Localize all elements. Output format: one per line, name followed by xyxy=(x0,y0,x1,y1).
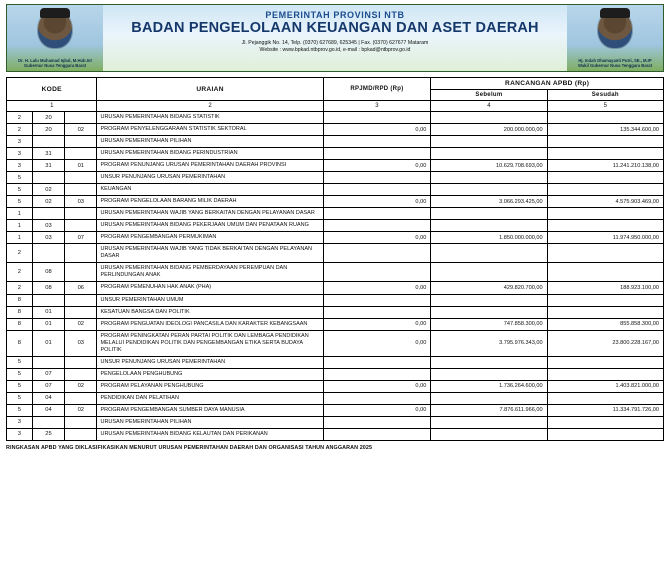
cell-uraian: URUSAN PEMERINTAHAN WAJIB YANG BERKAITAN DENGAN PELAYANAN DASAR xyxy=(97,208,323,220)
cell-sebelum: 429.820.700,00 xyxy=(431,282,547,294)
header-sebelum: Sebelum xyxy=(431,90,547,101)
cell-rpjmd: 0,00 xyxy=(323,160,431,172)
cell-kode-2: 04 xyxy=(32,404,64,416)
cell-uraian: URUSAN PEMERINTAHAN BIDANG PERINDUSTRIAN xyxy=(97,148,323,160)
vice-governor-photo-right xyxy=(567,5,663,71)
cell-kode-2 xyxy=(32,416,64,428)
table-header-row xyxy=(7,78,664,90)
cell-kode-2: 02 xyxy=(32,196,64,208)
table-row xyxy=(7,282,664,294)
cell-rpjmd: 0,00 xyxy=(323,124,431,136)
cell-rpjmd xyxy=(323,428,431,440)
cell-kode-2: 01 xyxy=(32,306,64,318)
vice-governor-title-right: Wakil Gubernur Nusa Tenggara Barat xyxy=(578,62,652,68)
cell-kode-1: 8 xyxy=(7,318,33,330)
table-row xyxy=(7,184,664,196)
cell-rpjmd: 0,00 xyxy=(323,380,431,392)
cell-kode-1: 2 xyxy=(7,244,33,263)
cell-uraian: URUSAN PEMERINTAHAN WAJIB YANG TIDAK BERKAITAN DENGAN PELAYANAN DASAR xyxy=(97,244,323,263)
cell-kode-3 xyxy=(65,392,97,404)
cell-uraian: PROGRAM PENGELOLAAN BARANG MILIK DAERAH xyxy=(97,196,323,208)
table-row xyxy=(7,208,664,220)
cell-kode-3 xyxy=(65,136,97,148)
cell-kode-1: 8 xyxy=(7,294,33,306)
cell-kode-3 xyxy=(65,220,97,232)
cell-sebelum xyxy=(431,148,547,160)
cell-uraian: URUSAN PEMERINTAHAN BIDANG PEKERJAAN UMUM DAN PENATAAN RUANG xyxy=(97,220,323,232)
cell-kode-3 xyxy=(65,416,97,428)
cell-sebelum xyxy=(431,208,547,220)
cell-kode-3 xyxy=(65,184,97,196)
header-rancangan-apbd: RANCANGAN APBD (Rp) xyxy=(431,78,664,90)
cell-uraian: URUSAN PEMERINTAHAN BIDANG KELAUTAN DAN PERIKANAN xyxy=(97,428,323,440)
cell-sesudah: 855.858.300,00 xyxy=(547,318,663,330)
cell-sebelum xyxy=(431,428,547,440)
cell-kode-2 xyxy=(32,172,64,184)
cell-uraian: URUSAN PEMERINTAHAN PILIHAN xyxy=(97,136,323,148)
cell-uraian: PROGRAM PEMENUHAN HAK ANAK (PHA) xyxy=(97,282,323,294)
cell-kode-2 xyxy=(32,208,64,220)
cell-sebelum xyxy=(431,294,547,306)
cell-rpjmd: 0,00 xyxy=(323,330,431,356)
governor-name-left: Dr. H. Lalu Muhamad Iqbal, M.Hub.Int xyxy=(18,57,92,63)
cell-kode-2: 08 xyxy=(32,263,64,282)
cell-sesudah xyxy=(547,208,663,220)
cell-sebelum: 1.736.264.600,00 xyxy=(431,380,547,392)
table-row xyxy=(7,306,664,318)
cell-kode-2: 03 xyxy=(32,220,64,232)
cell-kode-3 xyxy=(65,244,97,263)
header-address: Jl. Pejanggik No. 14, Telp. (0370) 627689, 625345 | Fax. (0370) 627677 Mataram xyxy=(241,39,429,46)
cell-sesudah xyxy=(547,136,663,148)
apbd-summary-table xyxy=(6,77,664,441)
cell-kode-2: 20 xyxy=(32,124,64,136)
cell-rpjmd: 0,00 xyxy=(323,404,431,416)
cell-kode-3: 06 xyxy=(65,282,97,294)
vice-governor-name-right: Hj. Indah Dhamayanti Putri, SE., M.IP xyxy=(578,57,652,63)
cell-kode-1: 5 xyxy=(7,172,33,184)
cell-uraian: PROGRAM PENINGKATAN PERAN PARTAI POLITIK DAN LEMBAGA PENDIDIKAN MELALUI PENDIDIKAN POLITIK DAN PENGEMBANGAN ETIKA SERTA BUDAYA POLITIK xyxy=(97,330,323,356)
cell-kode-2: 08 xyxy=(32,282,64,294)
cell-rpjmd xyxy=(323,148,431,160)
cell-kode-1: 5 xyxy=(7,392,33,404)
cell-sesudah: 188.923.100,00 xyxy=(547,282,663,294)
cell-kode-2: 25 xyxy=(32,428,64,440)
cell-sesudah xyxy=(547,416,663,428)
colnum-5: 5 xyxy=(547,101,663,112)
cell-kode-1: 5 xyxy=(7,356,33,368)
cell-sesudah xyxy=(547,112,663,124)
cell-rpjmd xyxy=(323,172,431,184)
cell-kode-1: 5 xyxy=(7,196,33,208)
header-line1: PEMERINTAH PROVINSI NTB xyxy=(265,10,405,20)
cell-sebelum xyxy=(431,263,547,282)
cell-uraian: PENGELOLAAN PENGHUBUNG xyxy=(97,368,323,380)
table-row xyxy=(7,220,664,232)
cell-rpjmd xyxy=(323,416,431,428)
cell-kode-1: 3 xyxy=(7,416,33,428)
table-row xyxy=(7,318,664,330)
table-row xyxy=(7,172,664,184)
cell-sebelum xyxy=(431,368,547,380)
cell-uraian: URUSAN PEMERINTAHAN BIDANG PEMBERDAYAAN PEREMPUAN DAN PERLINDUNGAN ANAK xyxy=(97,263,323,282)
cell-rpjmd xyxy=(323,220,431,232)
table-row xyxy=(7,392,664,404)
cell-sesudah: 11.974.950.000,00 xyxy=(547,232,663,244)
cell-rpjmd: 0,00 xyxy=(323,282,431,294)
cell-uraian: PROGRAM PENGEMBANGAN SUMBER DAYA MANUSIA xyxy=(97,404,323,416)
document-header-banner xyxy=(6,4,664,72)
cell-uraian: UNSUR PENUNJANG URUSAN PEMERINTAHAN xyxy=(97,356,323,368)
table-row xyxy=(7,112,664,124)
document-footer: RINGKASAN APBD YANG DIKLASIFIKASIKAN MENURUT URUSAN PEMERINTAHAN DAERAH DAN ORGANISASI TAHUN ANGGARAN 2025 xyxy=(6,444,373,451)
table-row xyxy=(7,232,664,244)
governor-title-left: Gubernur Nusa Tenggara Barat xyxy=(23,62,87,68)
header-rpjmd: RPJMD/RPD (Rp) xyxy=(323,78,431,101)
cell-rpjmd xyxy=(323,392,431,404)
cell-sesudah: 11.241.210.138,00 xyxy=(547,160,663,172)
cell-kode-2: 04 xyxy=(32,392,64,404)
cell-sebelum xyxy=(431,136,547,148)
header-text-block xyxy=(103,5,567,71)
cell-kode-1: 2 xyxy=(7,124,33,136)
cell-kode-3 xyxy=(65,172,97,184)
cell-rpjmd xyxy=(323,356,431,368)
cell-kode-2: 31 xyxy=(32,148,64,160)
table-body xyxy=(7,112,664,441)
cell-rpjmd xyxy=(323,112,431,124)
cell-kode-1: 2 xyxy=(7,263,33,282)
cell-sesudah xyxy=(547,172,663,184)
table-row xyxy=(7,148,664,160)
cell-sesudah xyxy=(547,356,663,368)
vice-governor-caption-right xyxy=(576,58,654,72)
cell-rpjmd xyxy=(323,136,431,148)
cell-rpjmd: 0,00 xyxy=(323,318,431,330)
cell-uraian: URUSAN PEMERINTAHAN BIDANG STATISTIK xyxy=(97,112,323,124)
table-row xyxy=(7,136,664,148)
header-website: Website : www.bpkad.ntbprov.go.id, e-mail : bpkad@ntbprov.go.id xyxy=(259,46,411,53)
governor-caption-left xyxy=(16,58,94,72)
header-sesudah: Sesudah xyxy=(547,90,663,101)
cell-uraian: KEUANGAN xyxy=(97,184,323,196)
cell-uraian: PROGRAM PENYELENGGARAAN STATISTIK SEKTORAL xyxy=(97,124,323,136)
cell-kode-3: 02 xyxy=(65,404,97,416)
cell-kode-2 xyxy=(32,244,64,263)
cell-kode-2: 07 xyxy=(32,368,64,380)
cell-kode-3 xyxy=(65,263,97,282)
cell-kode-2: 20 xyxy=(32,112,64,124)
cell-sebelum: 200.000.000,00 xyxy=(431,124,547,136)
cell-kode-3 xyxy=(65,368,97,380)
cell-kode-1: 3 xyxy=(7,148,33,160)
cell-sesudah xyxy=(547,263,663,282)
cell-kode-3: 02 xyxy=(65,124,97,136)
cell-kode-1: 1 xyxy=(7,220,33,232)
cell-sesudah xyxy=(547,368,663,380)
cell-kode-1: 2 xyxy=(7,282,33,294)
header-kode: KODE xyxy=(7,78,97,101)
cell-uraian: PROGRAM PENGEMBANGAN PERMUKIMAN xyxy=(97,232,323,244)
cell-kode-2: 01 xyxy=(32,318,64,330)
cell-rpjmd xyxy=(323,244,431,263)
cell-sesudah: 135.344.600,00 xyxy=(547,124,663,136)
cell-uraian: PROGRAM PENGUATAN IDEOLOGI PANCASILA DAN KARAKTER KEBANGSAAN xyxy=(97,318,323,330)
table-row xyxy=(7,368,664,380)
cell-rpjmd xyxy=(323,306,431,318)
cell-kode-3: 03 xyxy=(65,330,97,356)
cell-kode-2: 07 xyxy=(32,380,64,392)
cell-sesudah xyxy=(547,244,663,263)
cell-sebelum: 10.629.708.693,00 xyxy=(431,160,547,172)
cell-sebelum: 747.858.300,00 xyxy=(431,318,547,330)
hijab-icon xyxy=(600,8,630,18)
table-row xyxy=(7,404,664,416)
cell-sebelum xyxy=(431,220,547,232)
cell-uraian: KESATUAN BANGSA DAN POLITIK xyxy=(97,306,323,318)
cell-sesudah: 4.575.903.469,00 xyxy=(547,196,663,208)
cell-sebelum xyxy=(431,356,547,368)
cell-kode-3 xyxy=(65,306,97,318)
cell-kode-1: 1 xyxy=(7,232,33,244)
colnum-3: 3 xyxy=(323,101,431,112)
cell-rpjmd xyxy=(323,263,431,282)
header-line2: BADAN PENGELOLAAN KEUANGAN DAN ASET DAERAH xyxy=(131,20,539,36)
cell-kode-1: 1 xyxy=(7,208,33,220)
cell-kode-3: 03 xyxy=(65,196,97,208)
cell-rpjmd: 0,00 xyxy=(323,196,431,208)
cell-sesudah xyxy=(547,294,663,306)
cell-sesudah xyxy=(547,306,663,318)
cell-kode-1: 5 xyxy=(7,380,33,392)
cell-kode-1: 5 xyxy=(7,184,33,196)
cell-kode-2: 02 xyxy=(32,184,64,196)
cell-rpjmd xyxy=(323,208,431,220)
cell-sesudah: 11.334.791.726,00 xyxy=(547,404,663,416)
cell-sebelum xyxy=(431,244,547,263)
table-row xyxy=(7,196,664,208)
colnum-4: 4 xyxy=(431,101,547,112)
cell-kode-3: 07 xyxy=(65,232,97,244)
header-uraian: URAIAN xyxy=(97,78,323,101)
cell-sebelum: 1.850.000.000,00 xyxy=(431,232,547,244)
cell-sebelum xyxy=(431,112,547,124)
cell-kode-2: 31 xyxy=(32,160,64,172)
cell-uraian: PENDIDIKAN DAN PELATIHAN xyxy=(97,392,323,404)
table-row xyxy=(7,124,664,136)
cell-kode-3 xyxy=(65,428,97,440)
table-row xyxy=(7,330,664,356)
cell-kode-3 xyxy=(65,148,97,160)
cell-rpjmd: 0,00 xyxy=(323,232,431,244)
cell-rpjmd xyxy=(323,184,431,196)
cell-kode-3: 02 xyxy=(65,318,97,330)
cell-uraian: URUSAN PEMERINTAHAN PILIHAN xyxy=(97,416,323,428)
cell-kode-1: 2 xyxy=(7,112,33,124)
cell-kode-3 xyxy=(65,356,97,368)
cell-sebelum: 7.876.611.966,00 xyxy=(431,404,547,416)
cell-sebelum xyxy=(431,416,547,428)
cell-kode-3: 02 xyxy=(65,380,97,392)
cell-uraian: PROGRAM PELAYANAN PENGHUBUNG xyxy=(97,380,323,392)
cell-sesudah xyxy=(547,148,663,160)
cell-sebelum xyxy=(431,392,547,404)
table-row xyxy=(7,160,664,172)
cell-uraian: UNSUR PEMERINTAHAN UMUM xyxy=(97,294,323,306)
table-row xyxy=(7,380,664,392)
cell-sebelum xyxy=(431,184,547,196)
cell-kode-2 xyxy=(32,136,64,148)
table-row xyxy=(7,416,664,428)
cell-kode-1: 8 xyxy=(7,306,33,318)
cell-kode-1: 3 xyxy=(7,428,33,440)
governor-photo-left xyxy=(7,5,103,71)
cell-kode-1: 5 xyxy=(7,404,33,416)
cell-kode-2: 01 xyxy=(32,330,64,356)
cell-uraian: PROGRAM PENUNJANG URUSAN PEMERINTAHAN DAERAH PROVINSI xyxy=(97,160,323,172)
table-number-row xyxy=(7,101,664,112)
cell-sesudah xyxy=(547,184,663,196)
cell-rpjmd xyxy=(323,294,431,306)
table-row xyxy=(7,428,664,440)
cell-kode-2: 03 xyxy=(32,232,64,244)
cell-sesudah: 1.403.821.000,00 xyxy=(547,380,663,392)
cell-sesudah xyxy=(547,428,663,440)
table-row xyxy=(7,244,664,263)
cell-uraian: UNSUR PENUNJANG URUSAN PEMERINTAHAN xyxy=(97,172,323,184)
cell-sebelum: 3.795.976.343,00 xyxy=(431,330,547,356)
colnum-2: 2 xyxy=(97,101,323,112)
cell-kode-2 xyxy=(32,356,64,368)
cell-kode-3: 01 xyxy=(65,160,97,172)
cell-rpjmd xyxy=(323,368,431,380)
cell-sebelum xyxy=(431,172,547,184)
cell-kode-1: 8 xyxy=(7,330,33,356)
table-row xyxy=(7,263,664,282)
table-row xyxy=(7,294,664,306)
cell-sebelum: 3.066.293.425,00 xyxy=(431,196,547,208)
cell-kode-3 xyxy=(65,208,97,220)
cell-sesudah xyxy=(547,392,663,404)
cell-kode-2 xyxy=(32,294,64,306)
cell-sebelum xyxy=(431,306,547,318)
cell-sesudah: 23.800.228.167,00 xyxy=(547,330,663,356)
cell-kode-1: 5 xyxy=(7,368,33,380)
cell-kode-3 xyxy=(65,294,97,306)
cell-kode-3 xyxy=(65,112,97,124)
cell-kode-1: 3 xyxy=(7,136,33,148)
cell-sesudah xyxy=(547,220,663,232)
colnum-1: 1 xyxy=(7,101,97,112)
songkok-icon xyxy=(40,8,70,18)
table-row xyxy=(7,356,664,368)
cell-kode-1: 3 xyxy=(7,160,33,172)
